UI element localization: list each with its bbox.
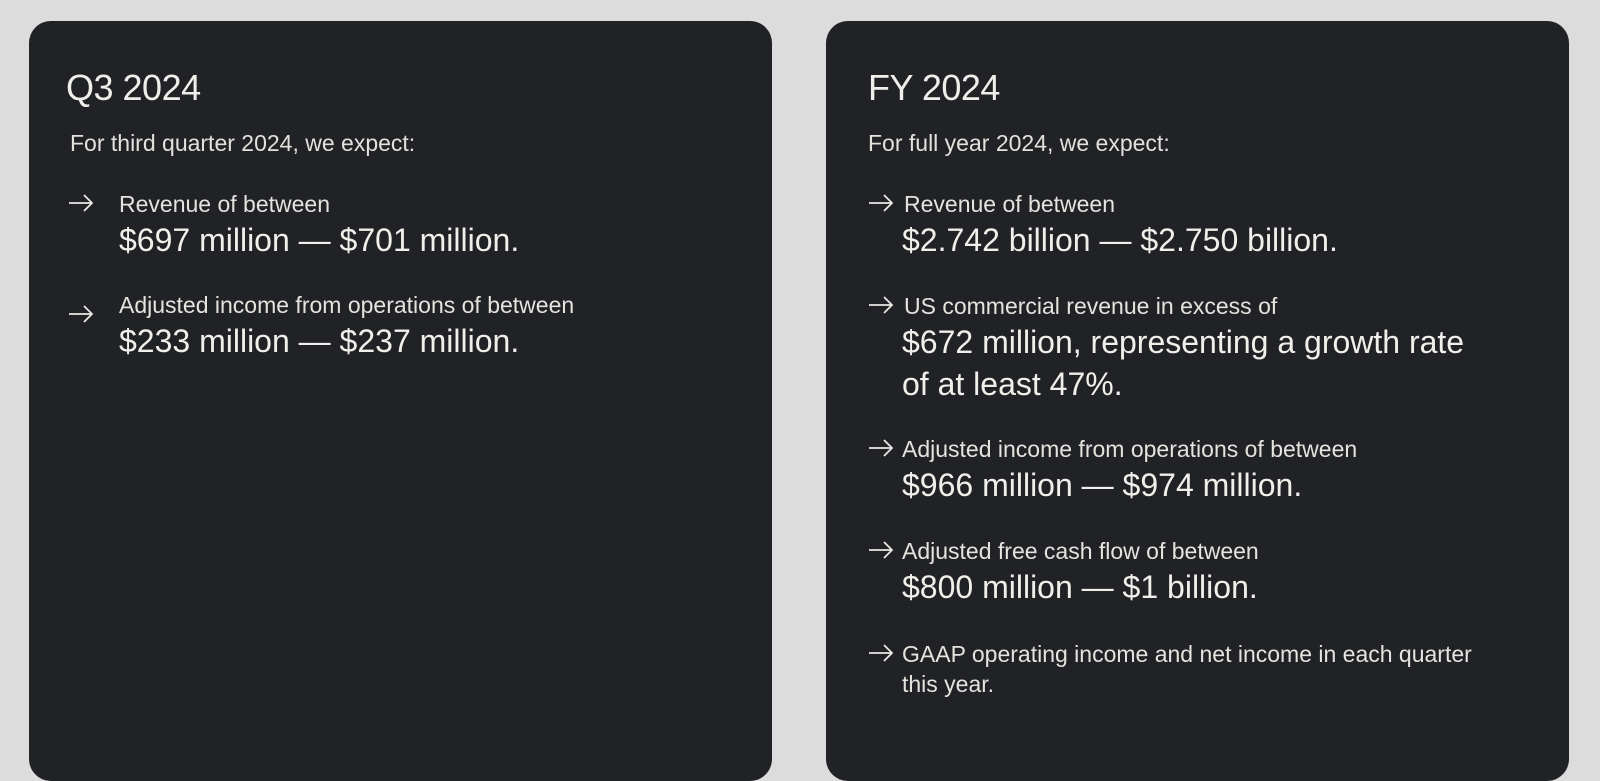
fy-guidance-card bbox=[826, 21, 1569, 781]
item-value: $966 million — $974 million. bbox=[902, 467, 1303, 503]
arrow-right-icon bbox=[867, 191, 895, 217]
arrow-right-icon bbox=[867, 641, 895, 667]
item-value: $697 million — $701 million. bbox=[119, 222, 520, 258]
card-title: FY 2024 bbox=[868, 67, 1000, 108]
arrow-right-icon bbox=[867, 436, 895, 462]
item-label: Revenue of between bbox=[119, 191, 330, 217]
arrow-right-icon bbox=[67, 302, 95, 328]
item-label: US commercial revenue in excess of bbox=[904, 293, 1278, 319]
arrow-right-icon bbox=[867, 538, 895, 564]
item-label: GAAP operating income and net income in each quarter this year. bbox=[902, 641, 1472, 697]
item-value: $233 million — $237 million. bbox=[119, 323, 520, 359]
item-label: Adjusted free cash flow of between bbox=[902, 538, 1259, 564]
item-value: $672 million, representing a growth rate of at least 47%. bbox=[902, 324, 1465, 402]
item-value: $800 million — $1 billion. bbox=[902, 569, 1258, 605]
card-intro: For full year 2024, we expect: bbox=[868, 130, 1170, 156]
card-title: Q3 2024 bbox=[66, 67, 201, 108]
item-value: $2.742 billion — $2.750 billion. bbox=[902, 222, 1338, 258]
q3-guidance-card bbox=[29, 21, 772, 781]
arrow-right-icon bbox=[67, 191, 95, 217]
arrow-right-icon bbox=[867, 293, 895, 319]
item-label: Revenue of between bbox=[904, 191, 1115, 217]
item-label: Adjusted income from operations of between bbox=[119, 292, 575, 318]
item-label: Adjusted income from operations of between bbox=[902, 436, 1358, 462]
card-intro: For third quarter 2024, we expect: bbox=[70, 130, 416, 156]
